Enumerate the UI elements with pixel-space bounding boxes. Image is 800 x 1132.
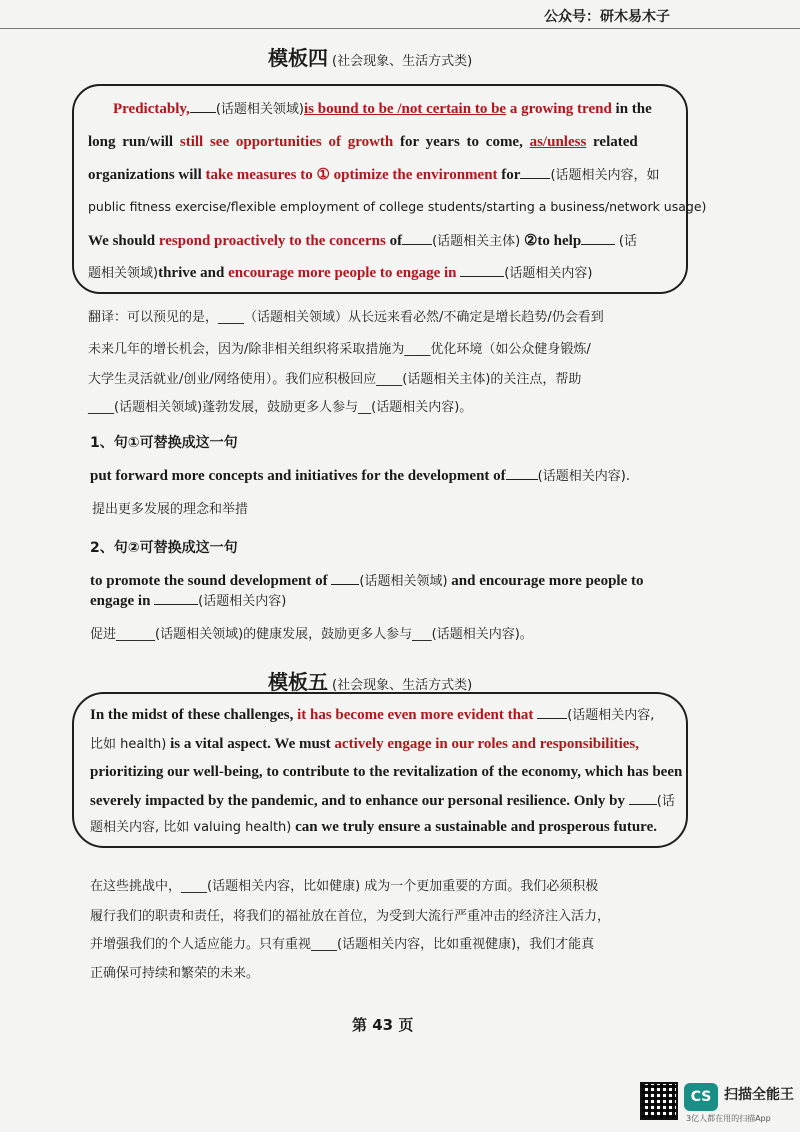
blank <box>460 262 504 277</box>
template5-title <box>268 666 472 695</box>
t4-line-6 <box>88 262 592 284</box>
t5-translation-2: 履行我们的职责和责任，将我们的福祉放在首位，为受到大流行严重冲击的经济注入活力， <box>90 909 611 924</box>
t4-bound-phrase: is bound to be /not certain to be <box>303 101 507 117</box>
t4-line-1 <box>113 98 652 120</box>
t5-hint: 比如 health) <box>90 737 167 752</box>
alt2-hint: (话题相关领域) <box>359 574 448 589</box>
t4-translation-2: 未来几年的增长机会，因为/除非相关组织将采取措施为____优化环境（如公众健身锻炼/ <box>88 342 591 357</box>
t4-line-3 <box>88 164 660 186</box>
alt2-heading: 2、句②可替换成这一句 <box>90 540 238 556</box>
blank <box>506 465 538 480</box>
template5-title-text: 模板五 <box>268 670 328 694</box>
t5-line-1 <box>90 704 654 726</box>
t4-trend-phrase: a growing trend <box>509 101 612 117</box>
t4-respond-phrase: respond proactively to the concerns <box>158 233 386 249</box>
t4-text: organizations will <box>88 167 202 183</box>
alt1-chinese: 提出更多发展的理念和举措 <box>92 502 249 517</box>
alt1-text: put forward more concepts and initiatives for the development of <box>90 468 506 484</box>
t4-text: We should <box>88 233 156 249</box>
t4-translation-4: ____(话题相关领域)蓬勃发展，鼓励更多人参与__(话题相关内容)。 <box>88 400 473 415</box>
t4-translation-3: 大学生灵活就业/创业/网络使用）。我们应积极回应____(话题相关主体)的关注点，帮助 <box>88 372 582 387</box>
t5-line-3: prioritizing our well-being, to contribute to the revitalization of the economy, which has been <box>90 764 683 780</box>
t5-hint: (话 <box>656 794 675 809</box>
blank <box>520 164 550 179</box>
alt2-line-2 <box>90 590 286 612</box>
t4-hint: 题相关领域) <box>88 266 159 281</box>
t4-text: for years to come, <box>400 134 523 150</box>
t4-text: ②to help <box>523 233 582 249</box>
t5-evident-phrase: it has become even more evident that <box>297 707 534 723</box>
t5-hint: 题相关内容, 比如 valuing health) <box>90 820 292 835</box>
t5-line-4 <box>90 790 675 812</box>
blank <box>190 98 216 113</box>
template4-subtitle: (社会现象、生活方式类) <box>332 54 473 69</box>
t4-predictably: Predictably, <box>113 101 190 117</box>
t5-text: is a vital aspect. We must <box>170 736 331 752</box>
alt2-text: engage in <box>90 593 151 609</box>
t4-text: for <box>501 167 521 183</box>
t4-text: thrive and <box>158 265 225 281</box>
alt1-hint: (话题相关内容). <box>537 469 630 484</box>
blank <box>402 230 432 245</box>
t5-text: can we truly ensure a sustainable and prosperous future. <box>295 819 657 835</box>
t4-text: in the <box>615 101 652 117</box>
alt2-text: and encourage more people to <box>451 573 644 589</box>
t4-text: related <box>593 134 638 150</box>
t4-content-hint: (话题相关内容) <box>504 266 593 281</box>
t5-translation-1: 在这些挑战中，____(话题相关内容，比如健康) 成为一个更加重要的方面。我们必须积极 <box>90 879 599 894</box>
template5-subtitle: (社会现象、生活方式类) <box>332 678 473 693</box>
alt2-hint: (话题相关内容) <box>198 594 287 609</box>
t5-text: In the midst of these challenges, <box>90 707 294 723</box>
t4-growth-phrase: still see opportunities of growth <box>179 134 394 150</box>
t4-text: of <box>389 233 403 249</box>
t4-as-unless: as/unless <box>529 134 587 150</box>
t4-field-hint: (话题相关领域) <box>215 102 304 117</box>
camscanner-logo-icon: CS <box>684 1083 718 1111</box>
header-source: 公众号：研木易木子 <box>544 9 670 25</box>
t5-translation-3: 并增强我们的个人适应能力。只有重视____(话题相关内容，比如重视健康)，我们才能真 <box>90 937 595 952</box>
page-number: 第 43 页 <box>352 1016 414 1034</box>
alt1-heading: 1、句①可替换成这一句 <box>90 435 238 451</box>
alt2-line-1 <box>90 570 644 592</box>
qr-code-icon <box>640 1082 678 1120</box>
t5-translation-4: 正确保可持续和繁荣的未来。 <box>90 966 260 981</box>
alt1-sentence <box>90 465 630 487</box>
template4-title-text: 模板四 <box>268 46 328 70</box>
blank <box>331 570 359 585</box>
blank <box>154 590 198 605</box>
t4-encourage-phrase: encourage more people to engage in <box>228 265 457 281</box>
blank <box>537 704 567 719</box>
header-divider <box>0 28 800 29</box>
t5-engage-phrase: actively engage in our roles and responsibilities, <box>334 736 640 752</box>
t4-text: long run/will <box>88 134 174 150</box>
t4-measures-phrase: take measures to ① optimize the environment <box>205 167 498 183</box>
t5-hint: (话题相关内容, <box>567 708 655 723</box>
t5-text: severely impacted by the pandemic, and to enhance our personal resilience. Only by <box>90 793 625 809</box>
t5-line-5 <box>90 817 657 838</box>
t4-subject-hint: (话题相关主体) <box>432 234 521 249</box>
template4-title <box>268 42 472 71</box>
t4-line-4: public fitness exercise/flexible employment of college students/starting a business/network usage) <box>88 199 707 214</box>
alt2-chinese: 促进______(话题相关领域)的健康发展，鼓励更多人参与___(话题相关内容)。 <box>90 627 533 642</box>
t4-line-2 <box>88 132 638 152</box>
t4-line-5 <box>88 230 637 252</box>
t4-content-hint: (话题相关内容，如 <box>550 168 660 183</box>
blank <box>581 230 615 245</box>
blank <box>629 790 657 805</box>
scanner-tagline: 3亿人都在用的扫描App <box>686 1114 771 1123</box>
t5-line-2 <box>90 734 639 755</box>
scanner-app-name: 扫描全能王 <box>724 1087 794 1103</box>
t4-translation-1: 翻译：可以预见的是，____（话题相关领域）从长远来看必然/不确定是增长趋势/仍会看到 <box>88 310 604 325</box>
t4-hint: (话 <box>618 234 637 249</box>
alt2-text: to promote the sound development of <box>90 573 328 589</box>
